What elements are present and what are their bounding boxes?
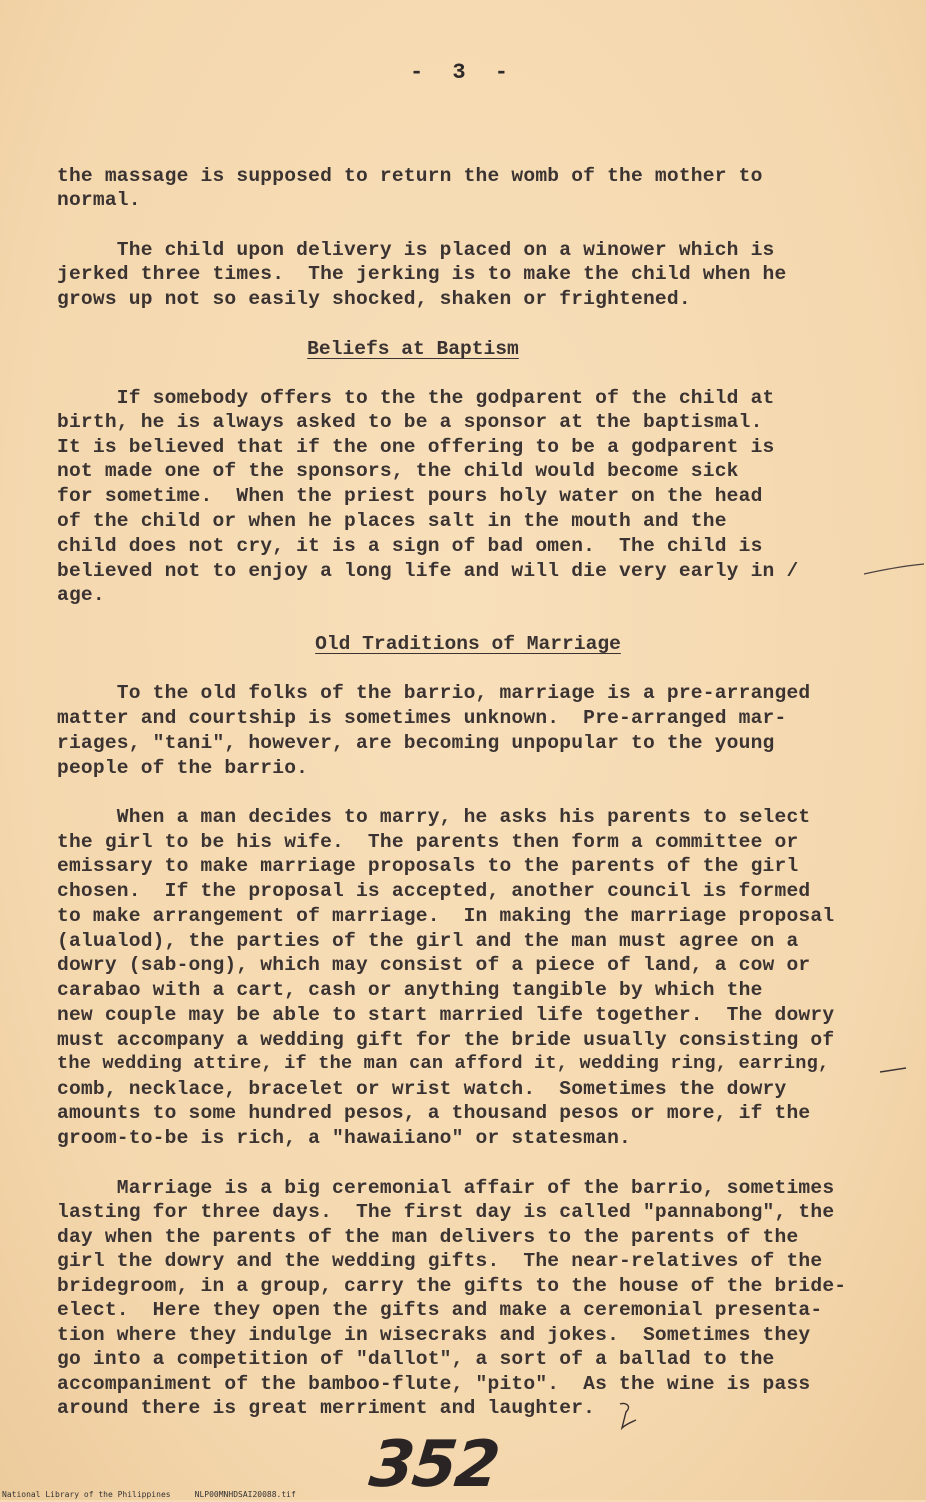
text-line: dowry (sab-ong), which may consist of a piece of land, a cow or xyxy=(57,954,811,976)
text-line: If somebody offers to the the godparent of the child at xyxy=(57,387,775,409)
text-line: must accompany a wedding gift for the bride usually consisting of xyxy=(57,1029,835,1051)
text-line: groom-to-be is rich, a "hawaiiano" or statesman. xyxy=(57,1127,631,1149)
text-line: elect. Here they open the gifts and make a ceremonial presenta- xyxy=(57,1299,823,1321)
text-line: of the child or when he places salt in the mouth and the xyxy=(57,510,727,532)
text-line: girl the dowry and the wedding gifts. The near-relatives of the xyxy=(57,1250,823,1272)
text-line: to make arrangement of marriage. In making the marriage proposal xyxy=(57,905,835,927)
section-heading-baptism: Beliefs at Baptism xyxy=(307,338,519,360)
text-line: Marriage is a big ceremonial affair of the barrio, sometimes xyxy=(57,1177,835,1199)
text-line: not made one of the sponsors, the child would become sick xyxy=(57,460,739,482)
text-line: the massage is supposed to return the womb of the mother to xyxy=(57,165,763,187)
text-line: child does not cry, it is a sign of bad omen. The child is xyxy=(57,535,763,557)
text-line: bridegroom, in a group, carry the gifts to the house of the bride- xyxy=(57,1275,847,1297)
text-line: tion where they indulge in wisecraks and jokes. Sometimes they xyxy=(57,1324,811,1346)
handwritten-mark xyxy=(612,1398,642,1434)
text-line: chosen. If the proposal is accepted, another council is formed xyxy=(57,880,811,902)
text-line: To the old folks of the barrio, marriage is a pre-arranged xyxy=(57,682,811,704)
text-line: grows up not so easily shocked, shaken or frightened. xyxy=(57,288,691,310)
page-number: - 3 - xyxy=(409,60,516,85)
text-line: carabao with a cart, cash or anything tangible by which the xyxy=(57,979,763,1001)
text-line: go into a competition of "dallot", a sort of a ballad to the xyxy=(57,1348,775,1370)
margin-pen-dash xyxy=(878,1062,908,1078)
stamped-page-number: 352 xyxy=(366,1428,502,1502)
text-line: birth, he is always asked to be a sponsor at the baptismal. xyxy=(57,411,763,433)
text-line: day when the parents of the man delivers to the parents of the xyxy=(57,1226,799,1248)
text-line: riages, "tani", however, are becoming unpopular to the young xyxy=(57,732,775,754)
text-line: normal. xyxy=(57,189,141,211)
text-line: amounts to some hundred pesos, a thousand pesos or more, if the xyxy=(57,1102,811,1124)
text-line: the girl to be his wife. The parents then form a committee or xyxy=(57,831,799,853)
text-line: (alualod), the parties of the girl and the man must agree on a xyxy=(57,930,799,952)
margin-pen-stroke xyxy=(862,560,926,580)
text-line: around there is great merriment and laughter. xyxy=(57,1397,596,1419)
text-line: matter and courtship is sometimes unknown. Pre-arranged mar- xyxy=(57,707,787,729)
text-line: comb, necklace, bracelet or wrist watch. Sometimes the dowry xyxy=(57,1078,787,1100)
text-line: It is believed that if the one offering to be a godparent is xyxy=(57,436,775,458)
text-line: accompaniment of the bamboo-flute, "pito". As the wine is pass xyxy=(57,1373,811,1395)
text-line: jerked three times. The jerking is to make the child when he xyxy=(57,263,787,285)
archive-footer: National Library of the Philippines NLP00MNHDSAI20088.tif xyxy=(2,1490,296,1499)
text-line: new couple may be able to start married life together. The dowry xyxy=(57,1004,835,1026)
text-line: believed not to enjoy a long life and will die very early in / xyxy=(57,560,799,582)
text-line: people of the barrio. xyxy=(57,757,309,779)
section-heading-marriage: Old Traditions of Marriage xyxy=(315,633,621,655)
text-line: When a man decides to marry, he asks his parents to select xyxy=(57,806,811,828)
text-line: age. xyxy=(57,584,105,606)
text-line: The child upon delivery is placed on a winower which is xyxy=(57,239,775,261)
text-line: the wedding attire, if the man can afford it, wedding ring, earring, xyxy=(57,1053,830,1074)
text-line: for sometime. When the priest pours holy water on the head xyxy=(57,485,763,507)
text-line: emissary to make marriage proposals to the parents of the girl xyxy=(57,855,799,877)
text-line: lasting for three days. The first day is called "pannabong", the xyxy=(57,1201,835,1223)
